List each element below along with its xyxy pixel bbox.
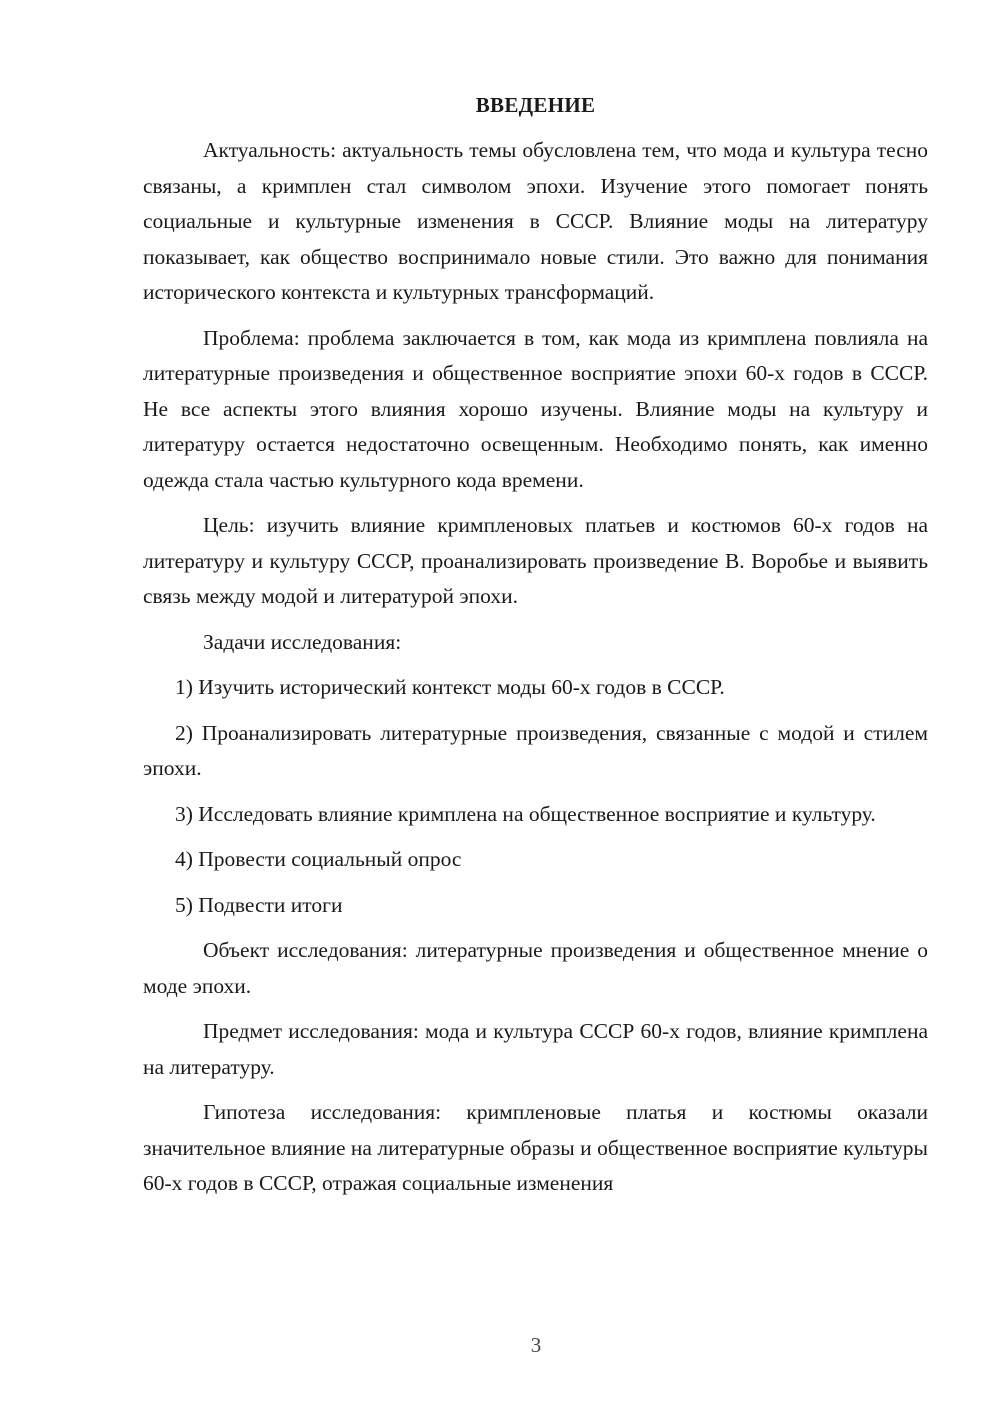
document-page	[143, 88, 928, 1212]
page-number: 3	[530, 1333, 542, 1357]
goal-paragraph: Цель: изучить влияние кримпленовых платьев и костюмов 60-х годов на литературу и культуру СССР, проанализировать произведение В. Воробье и выявить связь между модой и литературой эпохи.	[143, 513, 928, 608]
page-title: ВВЕДЕНИЕ	[475, 93, 596, 117]
task-item-3: 3) Исследовать влияние кримплена на общественное восприятие и культуру.	[175, 801, 876, 826]
hypothesis-paragraph: Гипотеза исследования: кримпленовые платья и костюмы оказали значительное влияние на литературные образы и общественное восприятие культуры 60-х годов в СССР, отражая социальные изменения	[143, 1100, 928, 1195]
problem-paragraph: Проблема: проблема заключается в том, как мода из кримплена повлияла на литературные произведения и общественное восприятие эпохи 60-х годов в СССР. Не все аспекты этого влияния хорошо изучены. Влияние моды на культуру и литературу остается недостаточно освещенным. Необходимо понять, как именно одежда стала частью культурного кода времени.	[143, 325, 928, 492]
object-paragraph: Объект исследования: литературные произведения и общественное мнение о моде эпохи.	[143, 938, 928, 998]
task-item-1: 1) Изучить исторический контекст моды 60-х годов в СССР.	[175, 675, 725, 699]
task-item-5: 5) Подвести итоги	[175, 892, 343, 917]
task-item-4: 4) Провести социальный опрос	[175, 847, 462, 871]
relevance-paragraph: Актуальность: актуальность темы обусловлена тем, что мода и культура тесно связаны, а кримплен стал символом эпохи. Изучение этого помогает понять социальные и культурные изменения в СССР. Влияние моды на литературу показывает, как общество воспринимало новые стили. Это важно для понимания исторического контекста и культурных трансформаций.	[143, 138, 928, 304]
tasks-heading: Задачи исследования:	[203, 629, 402, 654]
subject-paragraph: Предмет исследования: мода и культура СССР 60-х годов, влияние кримплена на литературу.	[143, 1019, 928, 1079]
task-item-2: 2) Проанализировать литературные произведения, связанные с модой и стилем эпохи.	[143, 720, 928, 780]
